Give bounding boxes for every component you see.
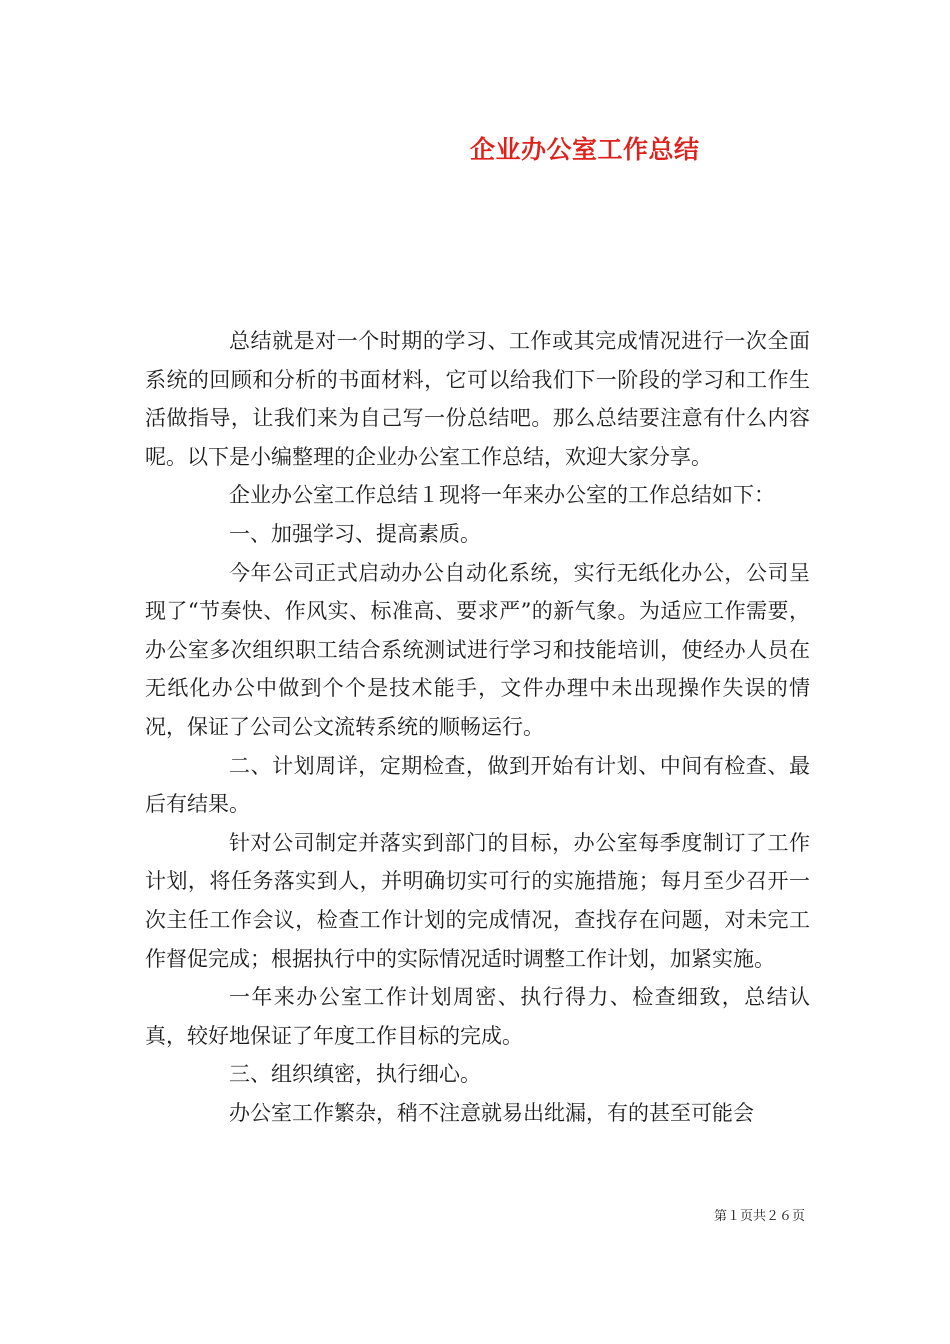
paragraph-section-3: 办公室工作繁杂，稍不注意就易出纰漏，有的甚至可能会: [229, 1100, 754, 1125]
paragraph-section-2: 针对公司制定并落实到部门的目标，办公室每季度制订了工作计划，将任务落实到人，并明确切实可行的实施措施；每月至少召开一次主任工作会议，检查工作计划的完成情况，查找存在问题，对未完工作督促完成；根据执行中的实际情况适时调整工作计划，加紧实施。: [145, 830, 810, 971]
paragraph-section-2-summary: 一年来办公室工作计划周密、执行得力、检查细致，总结认真，较好地保证了年度工作目标的完成。: [145, 985, 810, 1048]
page-number-footer: 第１页共２６页: [713, 1209, 805, 1224]
paragraph-intro: 总结就是对一个时期的学习、工作或其完成情况进行一次全面系统的回顾和分析的书面材料，它可以给我们下一阶段的学习和工作生活做指导，让我们来为自己写一份总结吧。那么总结要注意有什么内容呢。以下是小编整理的企业办公室工作总结，欢迎大家分享。: [145, 329, 810, 469]
paragraph-section-1: 今年公司正式启动办公自动化系统，实行无纸化办公，公司呈现了“节奏快、作风实、标准高、要求严”的新气象。为适应工作需要，办公室多次组织职工结合系统测试进行学习和技能培训，使经办人员在无纸化办公中做到个个是技术能手，文件办理中未出现操作失误的情况，保证了公司公文流转系统的顺畅运行。: [145, 560, 810, 739]
document-title: 企业办公室工作总结: [470, 135, 700, 164]
paragraph-summary-1: 企业办公室工作总结１现将一年来办公室的工作总结如下：: [229, 483, 775, 508]
heading-section-3: 三、组织缜密，执行细心。: [229, 1062, 481, 1087]
document-body: [145, 322, 810, 1132]
heading-section-1: 一、加强学习、提高素质。: [229, 521, 481, 546]
heading-section-2: 二、计划周详，定期检查，做到开始有计划、中间有检查、最后有结果。: [145, 753, 810, 817]
